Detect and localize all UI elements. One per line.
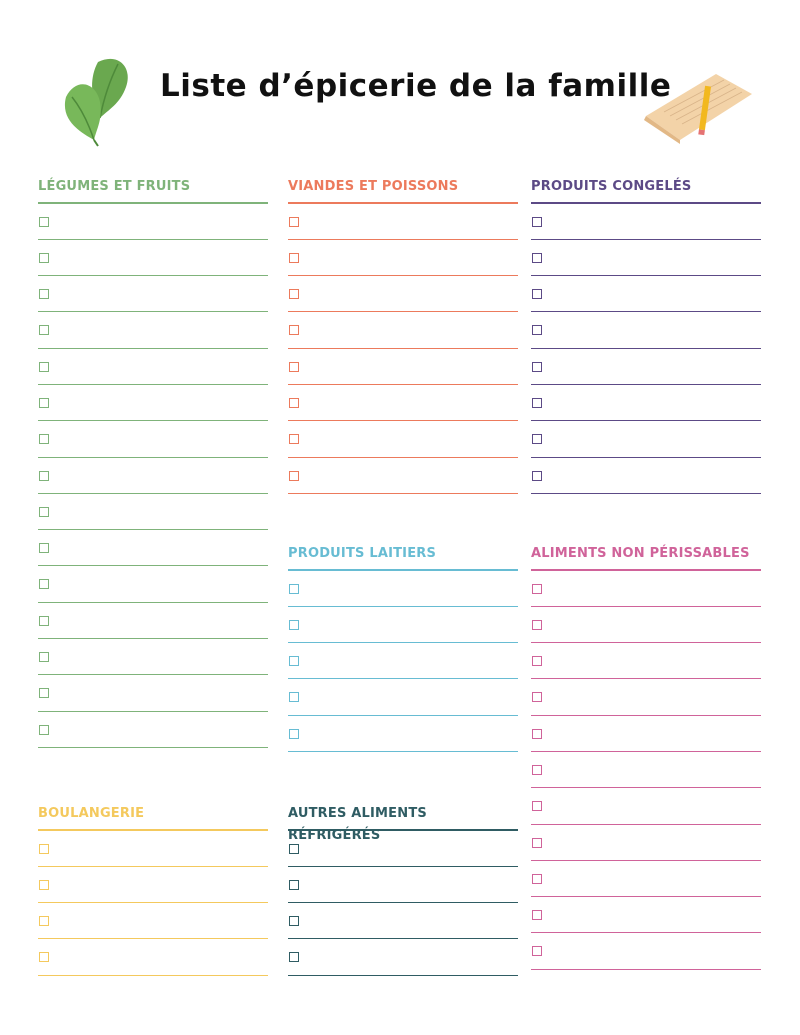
checkbox[interactable] (39, 434, 49, 444)
list-item[interactable] (288, 458, 518, 494)
section-viandes-et-poissons (288, 176, 518, 494)
list-item[interactable] (531, 607, 761, 643)
checkbox[interactable] (39, 880, 49, 890)
checkbox[interactable] (289, 471, 299, 481)
checkbox[interactable] (39, 952, 49, 962)
list-item[interactable] (38, 566, 268, 602)
checkbox[interactable] (532, 656, 542, 666)
list-item[interactable] (38, 639, 268, 675)
list-item[interactable] (288, 312, 518, 348)
checkbox[interactable] (39, 471, 49, 481)
checkbox[interactable] (289, 692, 299, 702)
list-item[interactable] (531, 204, 761, 240)
checkbox[interactable] (289, 325, 299, 335)
section-autres-aliments-refrigeres (288, 803, 518, 976)
checkbox[interactable] (532, 362, 542, 372)
list-item[interactable] (38, 204, 268, 240)
list-item[interactable] (531, 643, 761, 679)
checkbox[interactable] (532, 838, 542, 848)
checkbox[interactable] (289, 880, 299, 890)
list-item[interactable] (531, 385, 761, 421)
list-item[interactable] (531, 825, 761, 861)
list-item[interactable] (288, 679, 518, 715)
list-item[interactable] (38, 349, 268, 385)
list-item[interactable] (531, 897, 761, 933)
section-produits-laitiers (288, 543, 518, 752)
checkbox[interactable] (532, 910, 542, 920)
checkbox[interactable] (532, 398, 542, 408)
list-item[interactable] (288, 607, 518, 643)
checkbox[interactable] (532, 946, 542, 956)
checkbox[interactable] (532, 471, 542, 481)
checkbox[interactable] (289, 844, 299, 854)
checkbox[interactable] (39, 507, 49, 517)
checkbox[interactable] (532, 729, 542, 739)
list-item[interactable] (38, 276, 268, 312)
section-title: PRODUITS LAITIERS (288, 546, 437, 561)
checkbox[interactable] (532, 434, 542, 444)
checkbox[interactable] (39, 398, 49, 408)
list-item[interactable] (38, 831, 268, 867)
list-item[interactable] (38, 675, 268, 711)
list-item[interactable] (288, 421, 518, 457)
spinach-leaves-icon (58, 52, 138, 147)
section-title: LÉGUMES ET FRUITS (38, 179, 191, 194)
checkbox[interactable] (289, 729, 299, 739)
list-item[interactable] (38, 312, 268, 348)
section-legumes-et-fruits (38, 176, 268, 748)
list-item[interactable] (531, 716, 761, 752)
list-item[interactable] (38, 458, 268, 494)
list-item[interactable] (531, 861, 761, 897)
checkbox[interactable] (532, 584, 542, 594)
checkbox[interactable] (289, 289, 299, 299)
checkbox[interactable] (39, 325, 49, 335)
checkbox[interactable] (39, 362, 49, 372)
list-item[interactable] (38, 939, 268, 975)
checkbox[interactable] (289, 253, 299, 263)
checkbox[interactable] (289, 217, 299, 227)
checkbox[interactable] (289, 362, 299, 372)
list-item[interactable] (531, 421, 761, 457)
list-item[interactable] (531, 276, 761, 312)
list-item[interactable] (531, 240, 761, 276)
checkbox[interactable] (39, 289, 49, 299)
list-item[interactable] (288, 385, 518, 421)
section-title: AUTRES ALIMENTS RÉFRIGÉRÉS (288, 806, 427, 843)
page-title: Liste d’épicerie de la famille (160, 68, 672, 104)
checkbox[interactable] (39, 688, 49, 698)
checkbox[interactable] (39, 253, 49, 263)
checkbox[interactable] (532, 801, 542, 811)
checkbox[interactable] (39, 844, 49, 854)
list-item[interactable] (288, 204, 518, 240)
list-item[interactable] (38, 903, 268, 939)
list-item[interactable] (531, 571, 761, 607)
checkbox[interactable] (39, 217, 49, 227)
checkbox[interactable] (39, 916, 49, 926)
list-item[interactable] (38, 240, 268, 276)
section-title: ALIMENTS NON PÉRISSABLES (531, 546, 750, 561)
checkbox[interactable] (289, 584, 299, 594)
section-title: PRODUITS CONGELÉS (531, 179, 692, 194)
list-item[interactable] (288, 571, 518, 607)
checkbox[interactable] (532, 325, 542, 335)
list-item[interactable] (38, 530, 268, 566)
list-item[interactable] (531, 458, 761, 494)
checkbox[interactable] (289, 656, 299, 666)
list-item[interactable] (531, 933, 761, 969)
list-item[interactable] (38, 421, 268, 457)
checkbox[interactable] (532, 253, 542, 263)
section-title: VIANDES ET POISSONS (288, 179, 459, 194)
section-boulangerie (38, 803, 268, 976)
list-item[interactable] (288, 276, 518, 312)
checkbox[interactable] (532, 692, 542, 702)
section-aliments-non-perissables (531, 543, 761, 970)
list-item[interactable] (531, 349, 761, 385)
checkbox[interactable] (532, 217, 542, 227)
checkbox[interactable] (289, 434, 299, 444)
list-item[interactable] (38, 494, 268, 530)
list-item[interactable] (531, 312, 761, 348)
checkbox[interactable] (39, 652, 49, 662)
list-item[interactable] (288, 903, 518, 939)
checkbox[interactable] (289, 398, 299, 408)
checkbox[interactable] (39, 616, 49, 626)
checkbox[interactable] (532, 765, 542, 775)
notepad-pencil-icon (638, 68, 756, 146)
checkbox[interactable] (532, 874, 542, 884)
checkbox[interactable] (39, 725, 49, 735)
list-item[interactable] (288, 643, 518, 679)
list-item[interactable] (288, 867, 518, 903)
list-item[interactable] (531, 788, 761, 824)
list-item[interactable] (38, 385, 268, 421)
list-item[interactable] (288, 939, 518, 975)
list-item[interactable] (288, 349, 518, 385)
section-title: BOULANGERIE (38, 806, 145, 821)
checkbox[interactable] (289, 916, 299, 926)
list-item[interactable] (288, 716, 518, 752)
list-item[interactable] (288, 831, 518, 867)
list-item[interactable] (531, 752, 761, 788)
checkbox[interactable] (289, 620, 299, 630)
list-item[interactable] (531, 679, 761, 715)
checkbox[interactable] (532, 289, 542, 299)
list-item[interactable] (38, 603, 268, 639)
checkbox[interactable] (39, 579, 49, 589)
section-produits-congeles (531, 176, 761, 494)
list-item[interactable] (38, 712, 268, 748)
list-item[interactable] (288, 240, 518, 276)
list-item[interactable] (38, 867, 268, 903)
checkbox[interactable] (39, 543, 49, 553)
checkbox[interactable] (532, 620, 542, 630)
checkbox[interactable] (289, 952, 299, 962)
